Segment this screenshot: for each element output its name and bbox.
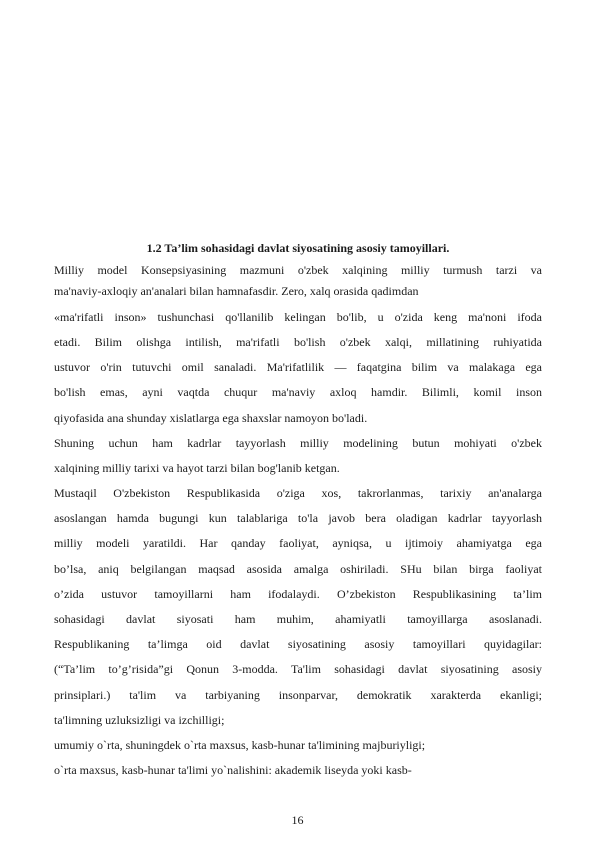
body-line: sohasidagi davlat siyosati ham muhim, ahamiyatli tamoyillarga asoslanadi. bbox=[54, 612, 542, 626]
body-line: Respublikaning ta’limga oid davlat siyosatining asosiy tamoyillari quyidagilar: bbox=[54, 637, 542, 651]
body-line: asoslangan hamda bugungi kun talablariga to'la javob bera oladigan kadrlar tayyorlash bbox=[54, 511, 542, 525]
body-line: Milliy model Konsepsiyasining mazmuni o'zbek xalqining milliy turmush tarzi va bbox=[54, 263, 542, 277]
body-line: umumiy o`rta, shuningdek o`rta maxsus, kasb-hunar ta'limining majburiyligi; bbox=[54, 738, 426, 752]
body-line: qiyofasida ana shunday xislatlarga ega shaxslar namoyon bo'ladi. bbox=[54, 411, 368, 425]
body-line: o`rta maxsus, kasb-hunar ta'limi yo`nalishini: akademik liseyda yoki kasb- bbox=[54, 763, 412, 777]
body-line: ustuvor o'rin tutuvchi omil sanaladi. Ma'rifatlilik — faqatgina bilim va malakaga ega bbox=[54, 360, 542, 374]
body-line: xalqining milliy tarixi va hayot tarzi bilan bog'lanib ketgan. bbox=[54, 461, 340, 475]
body-line: milliy modeli yaratildi. Har qanday faoliyat, ayniqsa, u ijtimoiy ahamiyatga ega bbox=[54, 536, 542, 550]
body-line: o’zida ustuvor tamoyillarni ham ifodalaydi. O’zbekiston Respublikasining ta’lim bbox=[54, 587, 542, 601]
body-line: etadi. Bilim olishga intilish, ma'rifatli bo'lish o'zbek xalqi, millatining ruhiyatida bbox=[54, 335, 542, 349]
body-line: prinsiplari.) ta'lim va tarbiyaning insonparvar, demokratik xarakterda ekanligi; bbox=[54, 688, 542, 702]
body-line: bo'lish emas, ayni vaqtda chuqur ma'naviy axloq hamdir. Bilimli, komil inson bbox=[54, 385, 542, 399]
body-line: bo’lsa, aniq belgilangan maqsad asosida amalga oshiriladi. SHu bilan birga faoliyat bbox=[54, 562, 542, 576]
body-line: Shuning uchun ham kadrlar tayyorlash milliy modelining butun mohiyati o'zbek bbox=[54, 436, 542, 450]
body-line: «ma'rifatli inson» tushunchasi qo'llanilib kelingan bo'lib, u o'zida keng ma'noni ifoda bbox=[54, 310, 542, 324]
section-heading: 1.2 Ta’lim sohasidagi davlat siyosatining asosiy tamoyillari. bbox=[146, 241, 450, 255]
body-line: ta'limning uzluksizligi va izchilligi; bbox=[54, 713, 225, 727]
body-line: (“Ta’lim to’g’risida”gi Qonun 3-modda. Ta'lim sohasidagi davlat siyosatining asosiy bbox=[54, 662, 542, 676]
body-line: Mustaqil O'zbekiston Respublikasida o'ziga xos, takrorlanmas, tarixiy an'analarga bbox=[54, 486, 542, 500]
page-number: 16 bbox=[291, 813, 304, 827]
body-line: ma'naviy-axloqiy an'analari bilan hamnafasdir. Zero, xalq orasida qadimdan bbox=[54, 284, 419, 298]
